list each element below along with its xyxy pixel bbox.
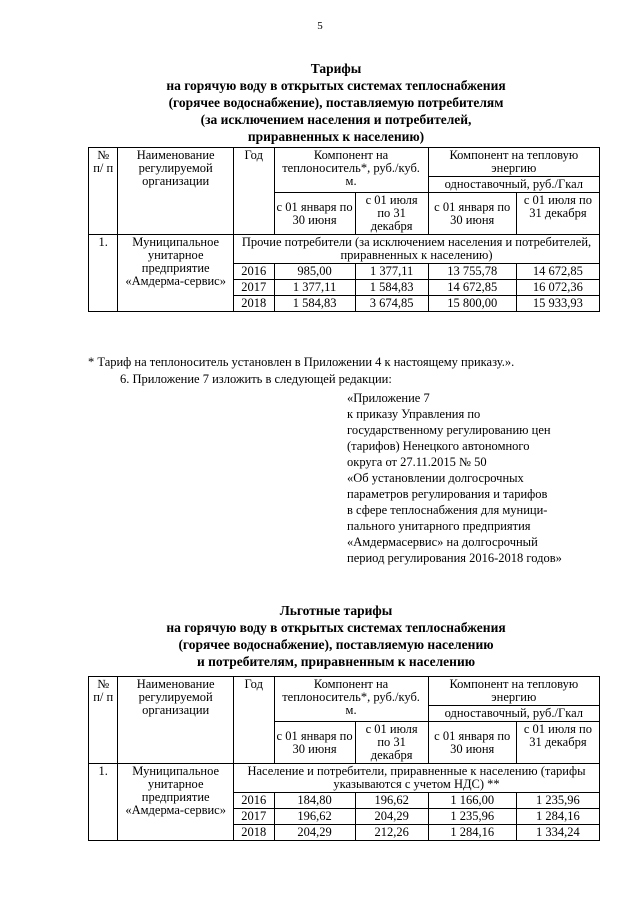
energy-h1-cell: 13 755,78 <box>428 264 516 280</box>
appendix-line: округа от 27.11.2015 № 50 <box>347 455 487 469</box>
header-period-jul-dec: с 01 июля по 31 декабря <box>355 193 428 235</box>
carrier-h2-cell: 212,26 <box>355 825 428 841</box>
header-period-jan-jun: с 01 января по 30 июня <box>428 193 516 235</box>
energy-h2-cell: 1 235,96 <box>516 793 599 809</box>
header-period-jan-jun: с 01 января по 30 июня <box>274 722 355 764</box>
table1-title-line: (горячее водоснабжение), поставляемую потребителям <box>168 95 504 110</box>
tariff-table-1 <box>88 147 600 312</box>
appendix-line: «Об установлении долгосрочных <box>347 471 524 485</box>
header-energy-component: Компонент на тепловую энергию <box>428 677 599 706</box>
year-cell: 2017 <box>233 809 274 825</box>
appendix-line: «Приложение 7 <box>347 391 430 405</box>
carrier-h1-cell: 196,62 <box>274 809 355 825</box>
energy-h2-cell: 15 933,93 <box>516 296 599 312</box>
header-energy-single-rate: одноставочный, руб./Гкал <box>428 706 599 722</box>
carrier-h1-cell: 184,80 <box>274 793 355 809</box>
header-period-jul-dec: с 01 июля по 31 декабря <box>516 193 599 235</box>
table2-title-line: и потребителям, приравненным к населению <box>196 654 476 669</box>
row-number: 1. <box>89 764 118 841</box>
appendix-line: «Амдермасервис» на долгосрочный <box>347 535 538 549</box>
instruction-text: 6. Приложение 7 изложить в следующей редакции: <box>120 372 392 386</box>
table1-title-line: на горячую воду в открытых системах теплоснабжения <box>166 78 506 93</box>
energy-h2-cell: 14 672,85 <box>516 264 599 280</box>
table1-title <box>80 60 592 145</box>
appendix-line: (тарифов) Ненецкого автономного <box>347 439 530 453</box>
carrier-h2-cell: 3 674,85 <box>355 296 428 312</box>
energy-h1-cell: 14 672,85 <box>428 280 516 296</box>
header-organization: Наименование регулируемой организации <box>118 148 234 235</box>
carrier-h1-cell: 1 377,11 <box>274 280 355 296</box>
header-period-jan-jun: с 01 января по 30 июня <box>274 193 355 235</box>
carrier-h2-cell: 1 377,11 <box>355 264 428 280</box>
table1-title-line: приравненных к населению) <box>247 129 425 144</box>
appendix-line: пального унитарного предприятия <box>347 519 531 533</box>
row-number: 1. <box>89 235 118 312</box>
footnote: * Тариф на теплоноситель установлен в Приложении 4 к настоящему приказу.». <box>88 355 515 369</box>
appendix-line: к приказу Управления по <box>347 407 481 421</box>
table2-title-line: на горячую воду в открытых системах теплоснабжения <box>166 620 506 635</box>
year-cell: 2017 <box>233 280 274 296</box>
year-cell: 2018 <box>233 825 274 841</box>
consumer-group-label: Население и потребители, приравненные к населению (тарифы указываются с учетом НДС) ** <box>233 764 599 793</box>
tariff-table-2 <box>88 676 600 841</box>
table1-title-line: Тарифы <box>310 61 362 76</box>
header-period-jul-dec: с 01 июля по 31 декабря <box>516 722 599 764</box>
year-cell: 2018 <box>233 296 274 312</box>
organization-name: Муниципальное унитарное предприятие «Амдерма-сервис» <box>118 764 234 841</box>
appendix-line: в сфере теплоснабжения для муници- <box>347 503 548 517</box>
appendix-line: государственному регулированию цен <box>347 423 551 437</box>
header-organization: Наименование регулируемой организации <box>118 677 234 764</box>
year-cell: 2016 <box>233 264 274 280</box>
header-no: № п/ п <box>89 677 118 764</box>
table2-title <box>80 602 592 670</box>
carrier-h1-cell: 1 584,83 <box>274 296 355 312</box>
carrier-h2-cell: 196,62 <box>355 793 428 809</box>
header-period-jul-dec: с 01 июля по 31 декабря <box>355 722 428 764</box>
header-year: Год <box>233 677 274 764</box>
organization-name: Муниципальное унитарное предприятие «Амдерма-сервис» <box>118 235 234 312</box>
energy-h2-cell: 16 072,36 <box>516 280 599 296</box>
header-energy-component: Компонент на тепловую энергию <box>428 148 599 177</box>
energy-h1-cell: 1 284,16 <box>428 825 516 841</box>
year-cell: 2016 <box>233 793 274 809</box>
carrier-h1-cell: 204,29 <box>274 825 355 841</box>
header-period-jan-jun: с 01 января по 30 июня <box>428 722 516 764</box>
header-carrier-component: Компонент на теплоноситель*, руб./куб. м. <box>274 677 428 722</box>
carrier-h2-cell: 1 584,83 <box>355 280 428 296</box>
table2-title-line: Льготные тарифы <box>279 603 393 618</box>
header-year: Год <box>233 148 274 235</box>
consumer-group-label: Прочие потребители (за исключением населения и потребителей, приравненных к населению) <box>233 235 599 264</box>
header-energy-single-rate: одноставочный, руб./Гкал <box>428 177 599 193</box>
energy-h1-cell: 1 235,96 <box>428 809 516 825</box>
header-no: № п/ п <box>89 148 118 235</box>
energy-h2-cell: 1 334,24 <box>516 825 599 841</box>
energy-h1-cell: 15 800,00 <box>428 296 516 312</box>
energy-h1-cell: 1 166,00 <box>428 793 516 809</box>
table2-title-line: (горячее водоснабжение), поставляемую населению <box>178 637 494 652</box>
carrier-h1-cell: 985,00 <box>274 264 355 280</box>
page-number: 5 <box>317 20 323 32</box>
appendix-reference <box>347 390 599 566</box>
appendix-line: параметров регулирования и тарифов <box>347 487 548 501</box>
table1-title-line: (за исключением населения и потребителей, <box>200 112 472 127</box>
header-carrier-component: Компонент на теплоноситель*, руб./куб. м. <box>274 148 428 193</box>
appendix-line: период регулирования 2016-2018 годов» <box>347 551 562 565</box>
energy-h2-cell: 1 284,16 <box>516 809 599 825</box>
carrier-h2-cell: 204,29 <box>355 809 428 825</box>
